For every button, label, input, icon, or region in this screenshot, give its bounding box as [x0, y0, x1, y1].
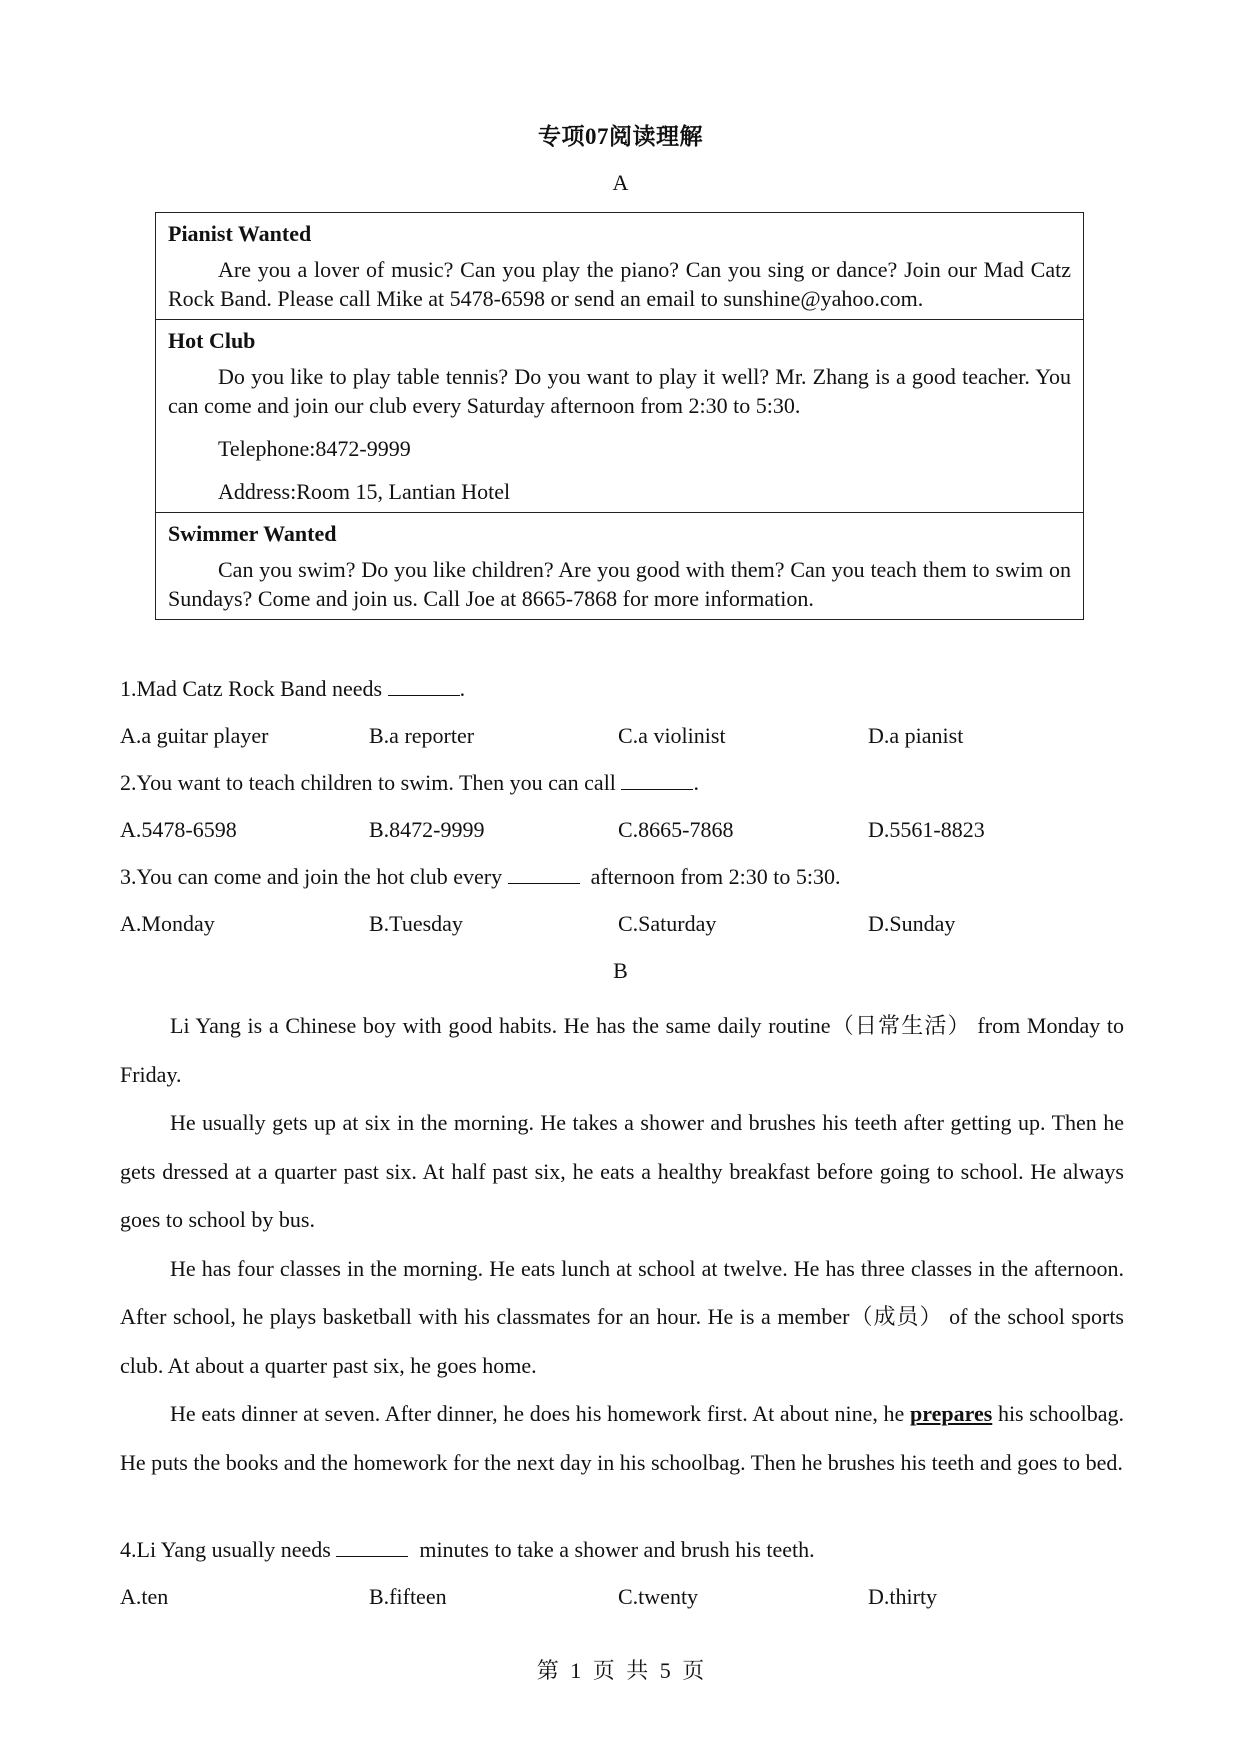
passage-paragraph: He usually gets up at six in the morning. He takes a shower and brushes his teeth after getting up. Then he gets dressed at a quarter past six. At half past six, he eats a healthy breakfast before going to school. He always goes to school by bus. — [120, 1110, 1124, 1232]
ad-text: Do you like to play table tennis? Do you want to play it well? Mr. Zhang is a good teacher. You can come and join our club every Saturday afternoon from 2:30 to 5:30. — [168, 364, 1071, 418]
option-c: C.8665-7868 — [618, 817, 734, 842]
passage-paragraph: He eats dinner at seven. After dinner, he does his homework first. At about nine, he prepares his schoolbag. He puts the books and the homework for the next day in his schoolbag. Then he brushes his teeth and goes to bed. — [120, 1401, 1124, 1475]
section-a-label: A — [612, 170, 629, 195]
passage-b — [120, 1002, 1124, 1487]
section-b-label: B — [613, 958, 628, 983]
ad-heading: Pianist Wanted — [168, 221, 312, 246]
answer-blank — [621, 769, 693, 790]
question-3: 3.You can come and join the hot club every afternoon from 2:30 to 5:30. — [120, 864, 841, 889]
answer-blank — [336, 1536, 408, 1557]
keyword-prepares: prepares — [909, 1401, 993, 1426]
ad-text: Can you swim? Do you like children? Are you good with them? Can you teach them to swim on Sundays? Come and join us. Call Joe at 8665-7868 for more information. — [168, 557, 1071, 611]
question-1: 1.Mad Catz Rock Band needs . — [120, 676, 466, 701]
option-d: D.a pianist — [868, 723, 964, 748]
option-c: C.Saturday — [618, 911, 717, 936]
ads-table — [155, 212, 1084, 620]
page-footer: 第 1 页 共 5 页 — [536, 1658, 705, 1683]
passage-paragraph: He has four classes in the morning. He eats lunch at school at twelve. He has three classes in the afternoon. After school, he plays basketball with his classmates for an hour. He is a member（成员） of the school sports club. At about a quarter past six, he goes home. — [120, 1255, 1124, 1378]
ad-hot-club — [156, 319, 1083, 512]
option-d: D.5561-8823 — [868, 817, 985, 842]
option-b: B.a reporter — [369, 723, 475, 748]
ad-pianist-wanted — [156, 213, 1083, 319]
ad-heading: Hot Club — [168, 328, 256, 353]
option-c: C.a violinist — [618, 723, 726, 748]
option-d: D.thirty — [868, 1584, 938, 1609]
option-a: A.a guitar player — [120, 723, 269, 748]
ad-heading: Swimmer Wanted — [168, 521, 337, 546]
ad-text: Are you a lover of music? Can you play the piano? Can you sing or dance? Join our Mad Catz Rock Band. Please call Mike at 5478-6598 or send an email to sunshine@yahoo.com. — [168, 257, 1071, 311]
option-c: C.twenty — [618, 1584, 699, 1609]
option-a: A.Monday — [120, 911, 215, 936]
option-a: A.5478-6598 — [120, 817, 237, 842]
option-b: B.Tuesday — [369, 911, 463, 936]
answer-blank — [388, 675, 460, 696]
answer-blank — [508, 863, 580, 884]
option-b: B.8472-9999 — [369, 817, 485, 842]
option-a: A.ten — [120, 1584, 169, 1609]
question-2: 2.You want to teach children to swim. Then you can call . — [120, 770, 699, 795]
option-b: B.fifteen — [369, 1584, 447, 1609]
passage-paragraph: Li Yang is a Chinese boy with good habits. He has the same daily routine（日常生活） from Monday to Friday. — [120, 1013, 1124, 1087]
page-title: 专项07阅读理解 — [538, 124, 703, 149]
option-d: D.Sunday — [868, 911, 956, 936]
ad-address: Address:Room 15, Lantian Hotel — [218, 479, 511, 504]
ad-swimmer-wanted — [156, 512, 1083, 619]
question-4: 4.Li Yang usually needs minutes to take a shower and brush his teeth. — [120, 1537, 815, 1562]
ad-telephone: Telephone:8472-9999 — [218, 436, 411, 461]
